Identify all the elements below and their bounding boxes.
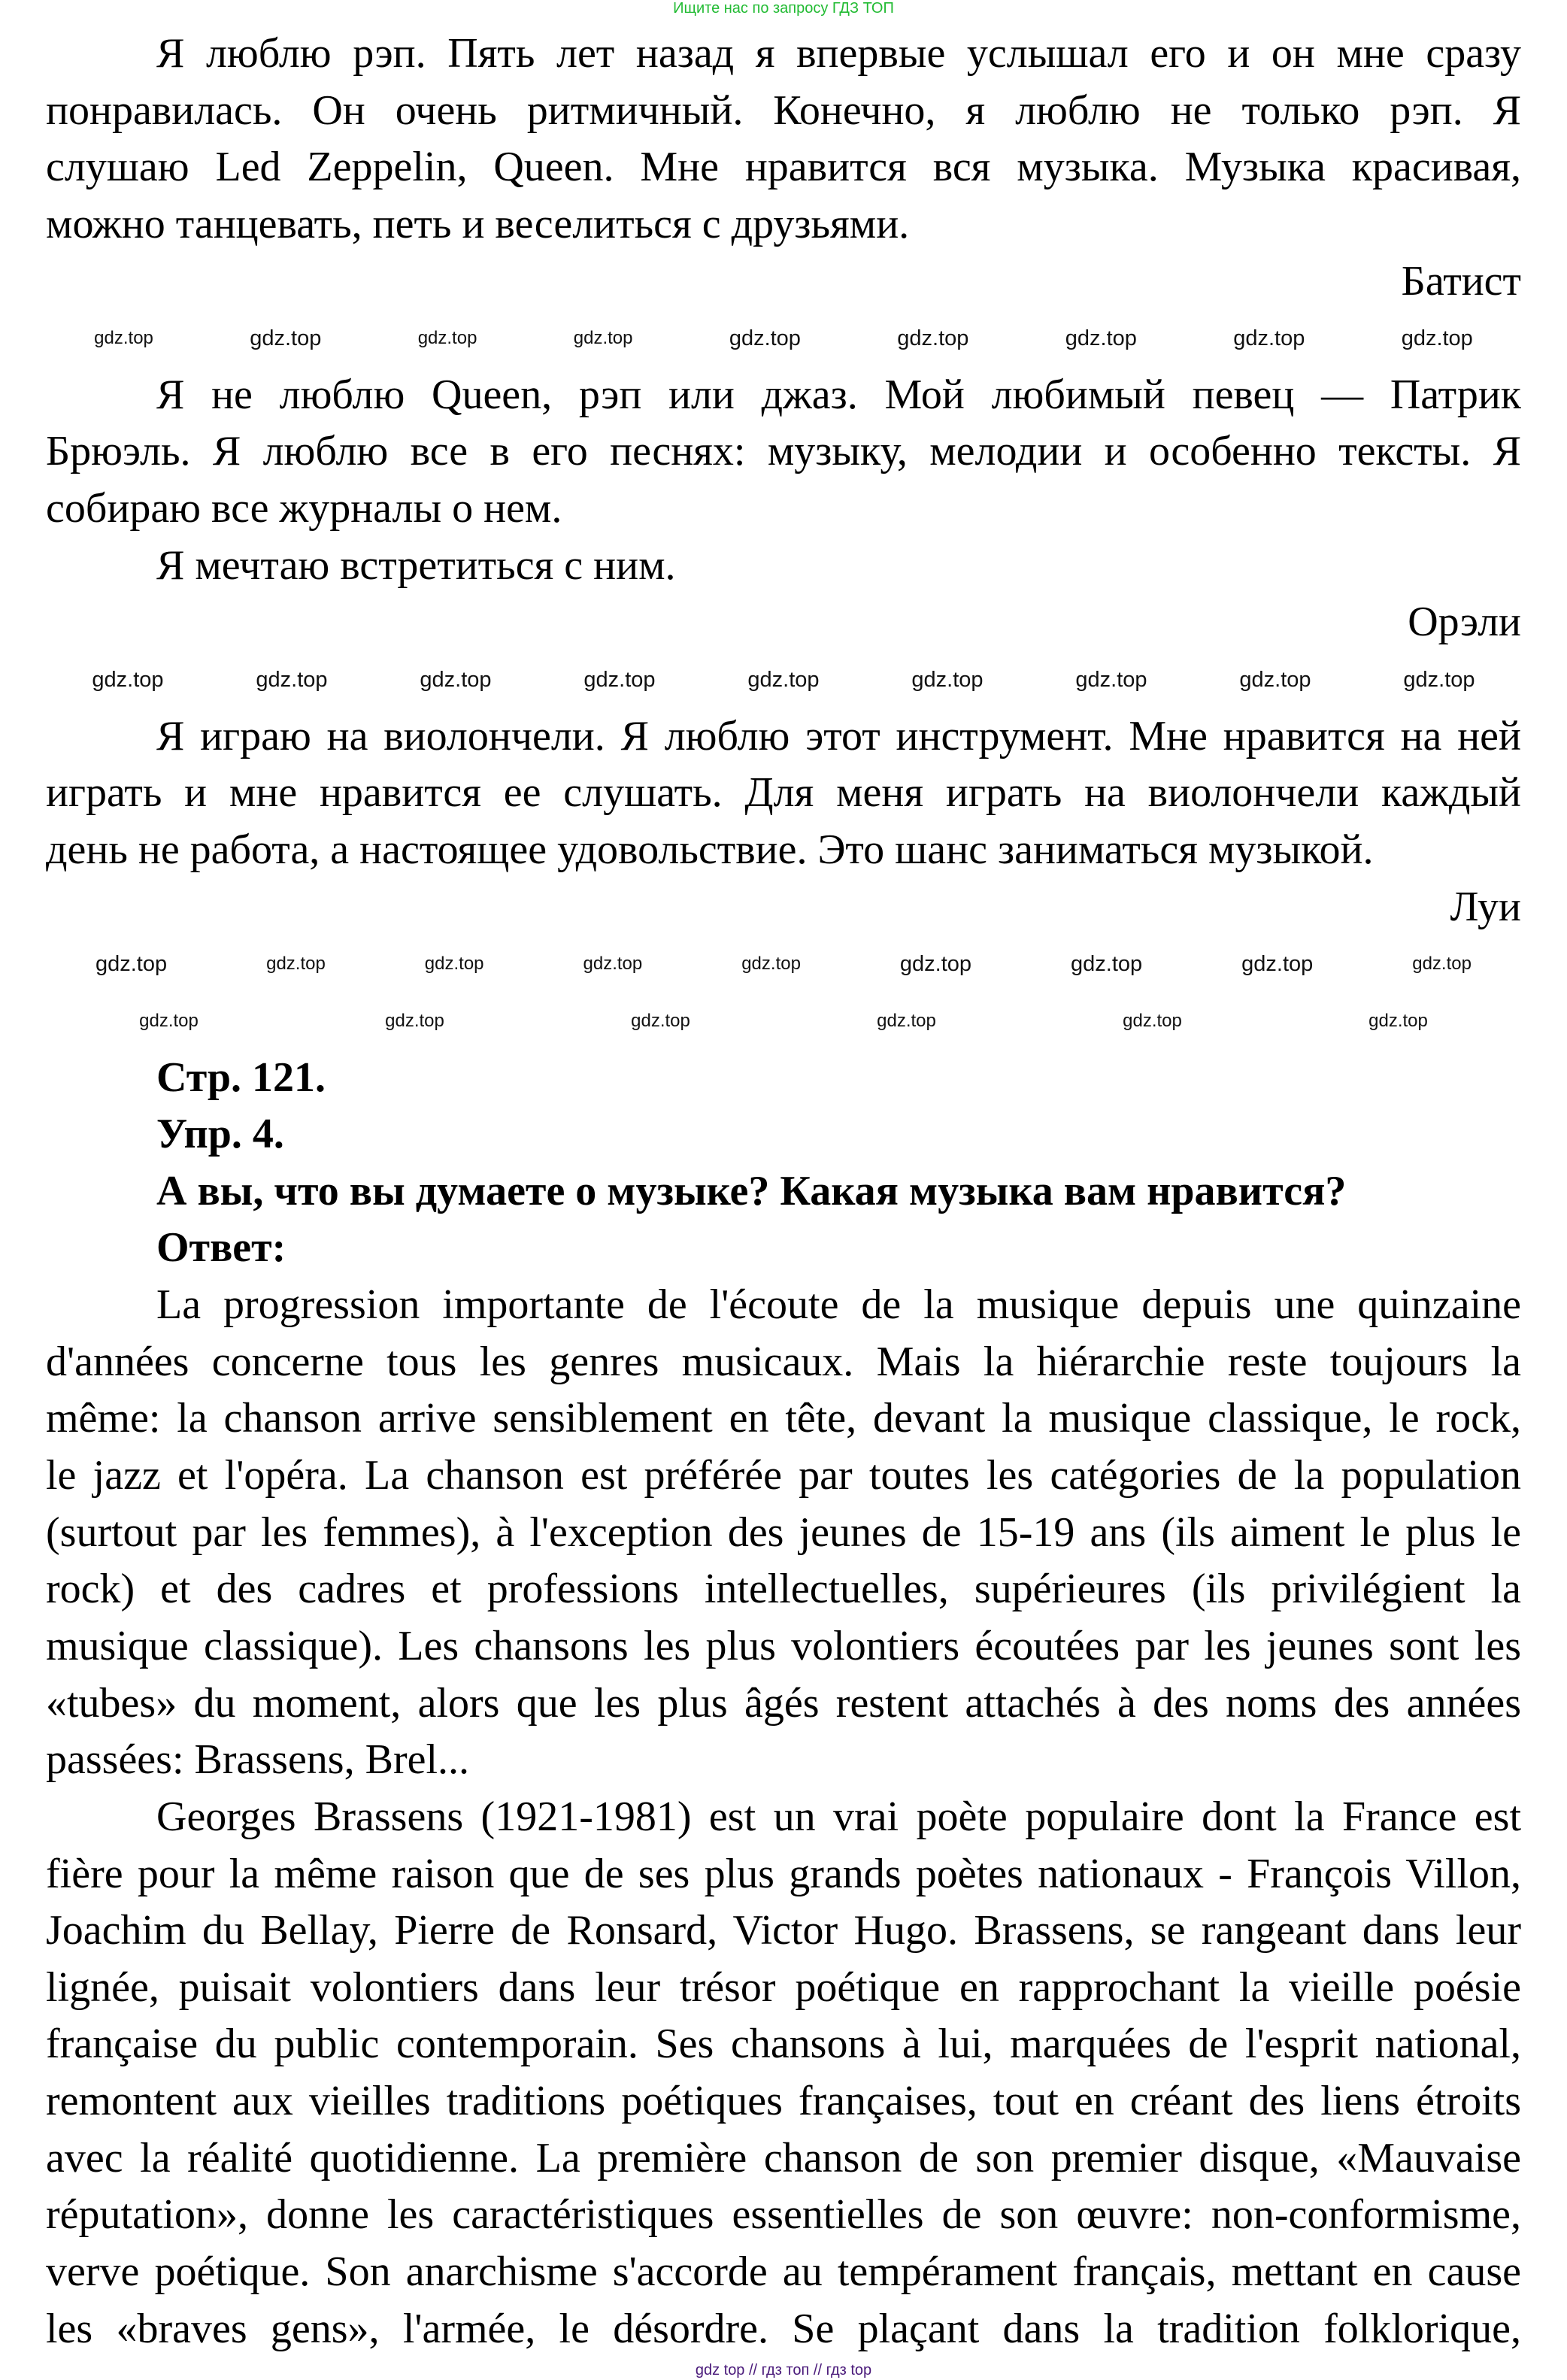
watermark: gdz.top: [424, 954, 484, 975]
heading-line: Ответ:: [156, 1224, 286, 1272]
text-line: слушаю Led Zeppelin, Queen. Мне нравится вся музыка. Музыка красивая,: [46, 144, 1521, 191]
text-line: française du public contemporain. Ses chansons à lui, marquées de l'esprit national,: [46, 2021, 1521, 2068]
text-line: играть и мне нравится ее слушать. Для меня играть на виолончели каждый: [46, 769, 1521, 817]
text-line: Я мечтаю встретиться с ним.: [156, 541, 676, 589]
watermark: gdz.top: [385, 1010, 444, 1031]
text-line: Joachim du Bellay, Pierre de Ronsard, Victor Hugo. Brassens, se rangeant dans leur: [46, 1907, 1521, 1954]
signature: Луи: [1450, 883, 1521, 930]
signature: Орэли: [1408, 599, 1521, 646]
text-line: «tubes» du moment, alors que les plus âgés restent attachés à des noms des années: [46, 1679, 1521, 1727]
text-line: fière pour la même raison que de ses plus grands poètes nationaux - François Villon,: [46, 1850, 1521, 1897]
watermark: gdz.top: [899, 952, 972, 977]
watermark: gdz.top: [631, 1010, 690, 1031]
watermark: gdz.top: [877, 1010, 936, 1031]
text-line: même: la chanson arrive sensiblement en tête, devant la musique classique, le rock,: [46, 1395, 1521, 1442]
text-line: понравилась. Он очень ритмичный. Конечно, я люблю не только рэп. Я: [46, 86, 1521, 134]
blank-line: [46, 310, 1521, 367]
text-line: Я не люблю Queen, рэп или джаз. Мой любимый певец — Патрик: [156, 371, 1521, 418]
watermark: gdz.top: [256, 667, 328, 692]
watermark: gdz.top: [1123, 1010, 1182, 1031]
watermark: gdz.top: [583, 667, 656, 692]
document-body: [46, 26, 1521, 2357]
text-line: réputation», donne les caractéristiques essentielles de son œuvre: non-conformisme,: [46, 2191, 1521, 2239]
watermark: gdz.top: [1368, 1010, 1428, 1031]
top-banner: Ищите нас по запросу ГДЗ ТОП: [673, 0, 894, 17]
watermark: gdz.top: [1233, 326, 1305, 351]
signature: Батист: [1401, 257, 1521, 305]
watermark: gdz.top: [94, 328, 153, 349]
footer-links: gdz top // гдз топ // гдз top: [695, 2362, 872, 2378]
heading-line: Упр. 4.: [156, 1111, 284, 1158]
text-line: les «braves gens», l'armée, le désordre. Se plaçant dans la tradition folklorique,: [46, 2305, 1521, 2352]
blank-line: [46, 651, 1521, 708]
watermark: gdz.top: [95, 952, 168, 977]
text-line: lignée, puisait volontiers dans leur trésor poétique en rapprochant la vieille poésie: [46, 1963, 1521, 2011]
watermark: gdz.top: [911, 667, 984, 692]
text-line: Я люблю рэп. Пять лет назад я впервые услышал его и он мне сразу: [156, 30, 1521, 77]
text-line: remontent aux vieilles traditions poétiques françaises, tout en créant des liens étroits: [46, 2078, 1521, 2125]
watermark: gdz.top: [729, 326, 801, 351]
watermark: gdz.top: [250, 326, 322, 351]
watermark: gdz.top: [741, 954, 801, 975]
text-line: Georges Brassens (1921-1981) est un vrai poète populaire dont la France est: [156, 1793, 1521, 1840]
text-line: avec la réalité quotidienne. La première chanson de son premier disque, «Mauvaise: [46, 2134, 1521, 2181]
text-line: musique classique). Les chansons les plus volontiers écoutées par les jeunes sont les: [46, 1622, 1521, 1669]
text-line: passées: Brassens, Brel...: [46, 1736, 470, 1784]
watermark: gdz.top: [897, 326, 969, 351]
watermark: gdz.top: [1075, 667, 1147, 692]
blank-line: [46, 993, 1521, 1050]
watermark: gdz.top: [92, 667, 164, 692]
watermark: gdz.top: [420, 667, 492, 692]
watermark: gdz.top: [583, 954, 643, 975]
heading-line: Стр. 121.: [156, 1054, 326, 1101]
text-line: le jazz et l'opéra. La chanson est préférée par toutes les catégories de la population: [46, 1452, 1521, 1499]
text-line: Брюэль. Я люблю все в его песнях: музыку, мелодии и особенно тексты. Я: [46, 428, 1521, 475]
watermark: gdz.top: [1065, 326, 1137, 351]
text-line: La progression importante de l'écoute de la musique depuis une quinzaine: [156, 1281, 1521, 1329]
text-line: Я играю на виолончели. Я люблю этот инструмент. Мне нравится на ней: [156, 712, 1521, 759]
text-line: d'années concerne tous les genres musicaux. Mais la hiérarchie reste toujours la: [46, 1338, 1521, 1385]
watermark: gdz.top: [417, 328, 477, 349]
watermark: gdz.top: [1412, 954, 1472, 975]
watermark: gdz.top: [1241, 952, 1314, 977]
text-line: можно танцевать, петь и веселиться с друзьями.: [46, 200, 910, 247]
watermark: gdz.top: [747, 667, 820, 692]
watermark: gdz.top: [139, 1010, 199, 1031]
text-line: verve poétique. Son anarchisme s'accorde au tempérament français, mettant en cause: [46, 2248, 1521, 2295]
watermark: gdz.top: [573, 328, 633, 349]
heading-line: А вы, что вы думаете о музыке? Какая музыка вам нравится?: [156, 1167, 1347, 1214]
text-line: собираю все журналы о нем.: [46, 485, 562, 532]
watermark: gdz.top: [1239, 667, 1311, 692]
watermark: gdz.top: [1403, 667, 1475, 692]
blank-line: [46, 935, 1521, 993]
watermark: gdz.top: [1071, 952, 1143, 977]
watermark: gdz.top: [1401, 326, 1473, 351]
text-line: rock) et des cadres et professions intellectuelles, supérieures (ils privilégient la: [46, 1566, 1521, 1613]
text-line: день не работа, а настоящее удовольствие. Это шанс заниматься музыкой.: [46, 826, 1374, 873]
text-line: (surtout par les femmes), à l'exception des jeunes de 15-19 ans (ils aiment le plus le: [46, 1508, 1521, 1556]
watermark: gdz.top: [266, 954, 326, 975]
